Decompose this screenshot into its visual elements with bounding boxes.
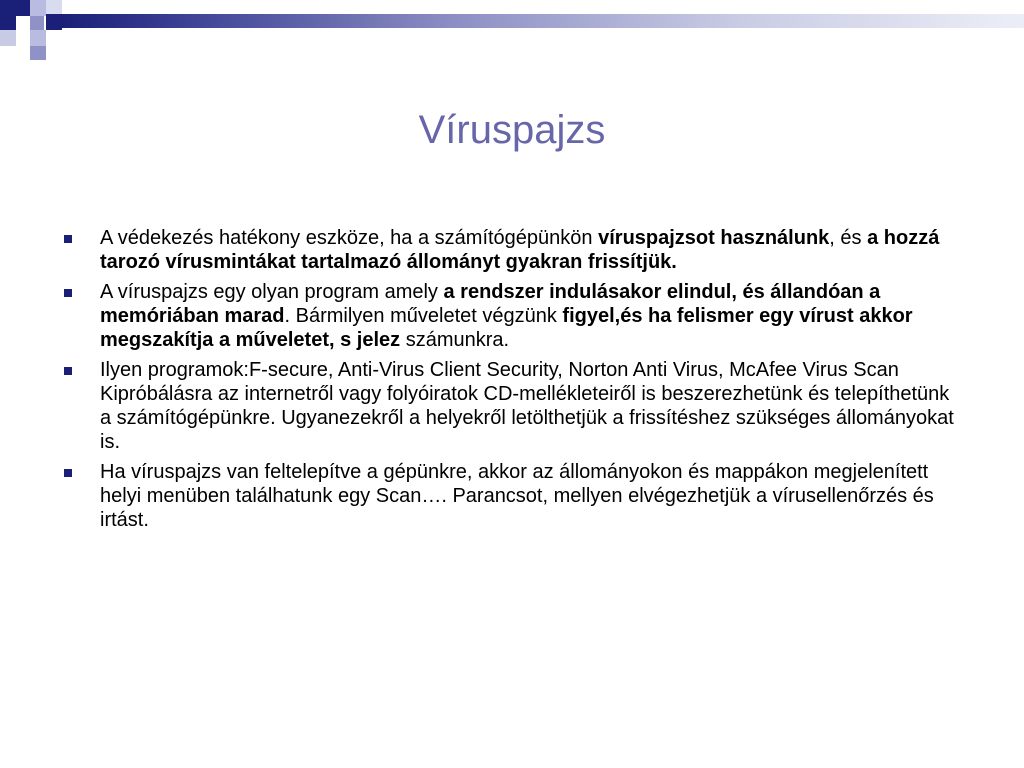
- bullet-text: [100, 358, 964, 454]
- bullet-item: [60, 460, 964, 532]
- slide-title: Víruspajzs: [418, 108, 606, 152]
- decor-square: [30, 30, 46, 46]
- decor-square: [0, 30, 16, 46]
- bullet-square-icon: [64, 235, 72, 243]
- bullet-text: Ha víruspajzs van feltelepítve a gépünkre, akkor az állományokon és mappákon megjelenített helyi menüben találhatunk egy Scan…. Parancsot, mellyen elvégezhetjük a vírusellenőrzés és irtást.: [100, 461, 934, 531]
- decor-square: [30, 0, 46, 16]
- bullet-item: [60, 226, 964, 274]
- bullet-list: [60, 226, 964, 538]
- decor-square: [16, 16, 30, 30]
- bullet-text: A víruspajzs egy olyan program amely a rendszer indulásakor elindul, és állandóan a memóriában marad. Bármilyen műveletet végzünk figyel,és ha felismer egy vírust akkor megszakítja a műveletet, s jelez számunkra.: [100, 281, 913, 351]
- bullet-square-icon: [64, 469, 72, 477]
- decor-square: [46, 14, 62, 30]
- bullet-line: Ilyen programok:F-secure, Anti-Virus Client Security, Norton Anti Virus, McAfee Virus Scan: [100, 359, 899, 381]
- bullet-square-icon: [64, 367, 72, 375]
- decor-square: [16, 30, 30, 44]
- decor-square: [30, 16, 44, 30]
- header-gradient-bar: [62, 14, 1024, 28]
- bullet-square-icon: [64, 289, 72, 297]
- bullet-item: [60, 358, 964, 454]
- decor-square: [30, 46, 46, 60]
- bullet-item: [60, 280, 964, 352]
- bullet-text: A védekezés hatékony eszköze, ha a számítógépünkön víruspajzsot használunk, és a hozzá tarozó vírusmintákat tartalmazó állományt gyakran frissítjük.: [100, 227, 940, 273]
- bullet-line: Kipróbálásra az internetről vagy folyóiratok CD-mellékleteiről is beszerezhetünk és telepíthetünk a számítógépünkre. Ugyanezekről a helyekről letölthetjük a frissítéshez szükséges állományokat is.: [100, 383, 954, 453]
